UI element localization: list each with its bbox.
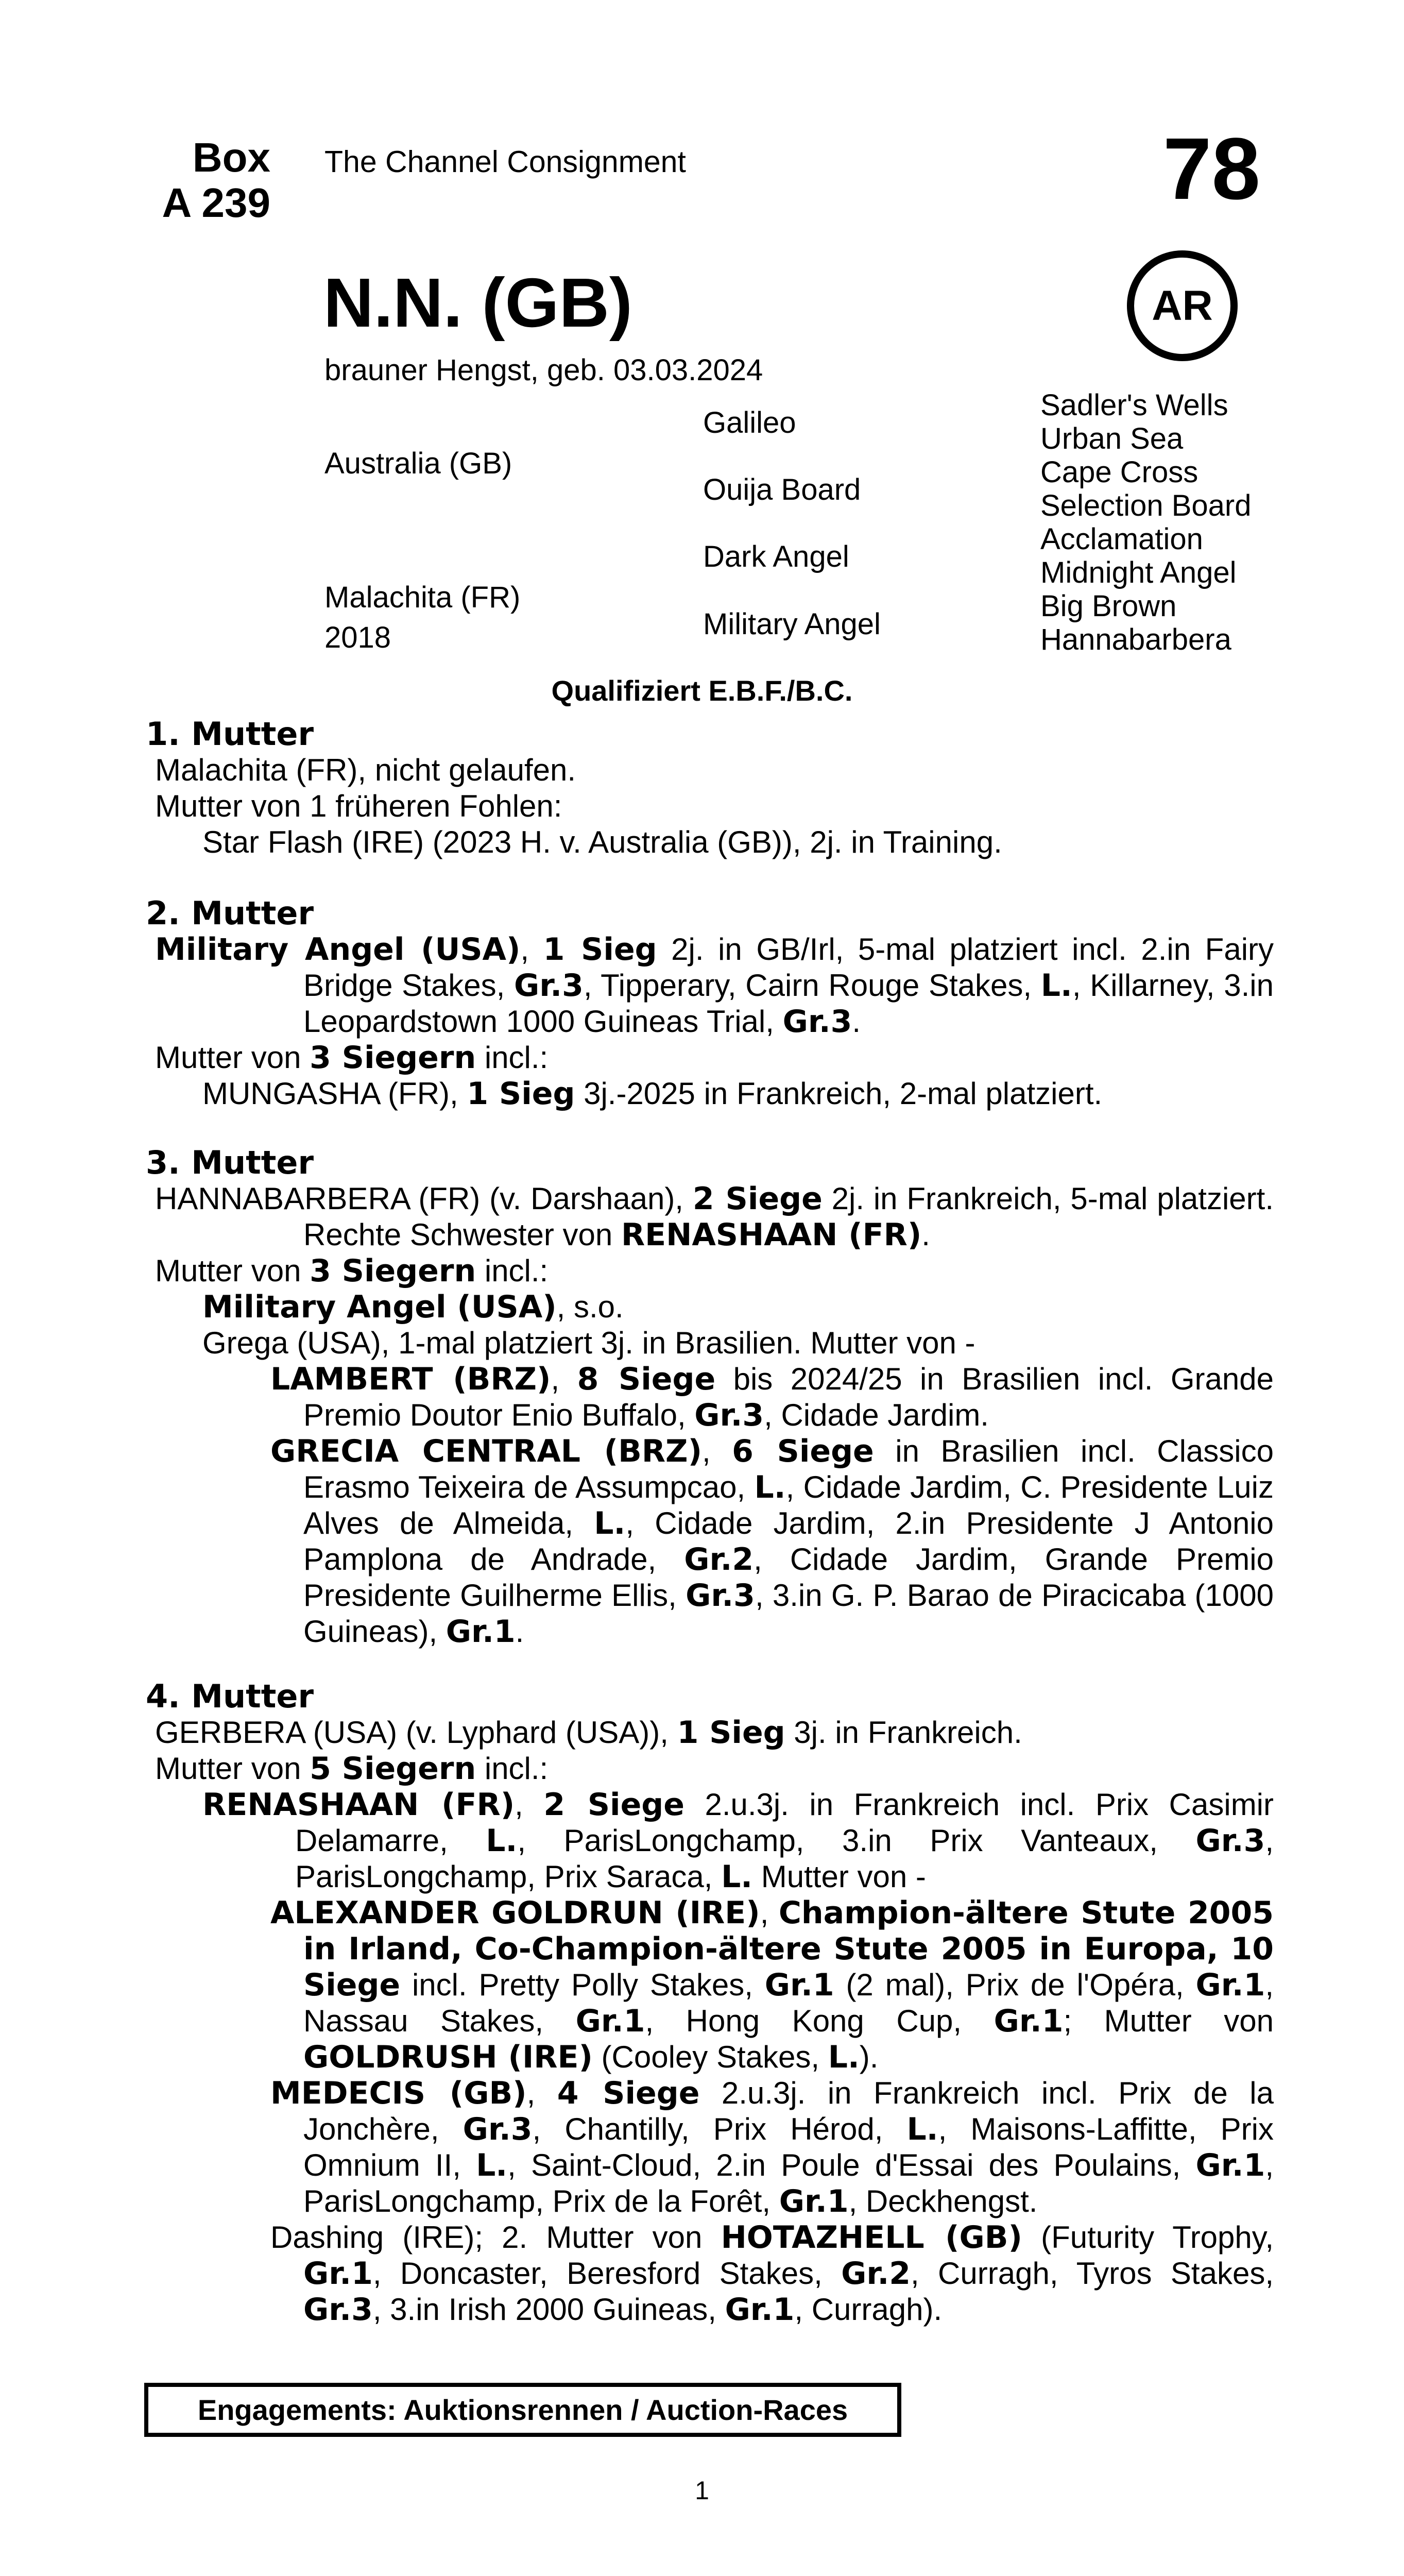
bold-text: LAMBERT (BRZ): [270, 1361, 551, 1397]
great-grandparent: Sadler's Wells: [1040, 388, 1228, 422]
box-label: Box: [192, 134, 270, 180]
bold-text: ALEXANDER GOLDRUN (IRE): [270, 1895, 760, 1931]
bold-text: Gr.3: [1195, 1823, 1265, 1859]
granddam-dam: Military Angel: [703, 607, 881, 641]
bold-text: L.: [476, 2147, 508, 2183]
dam-year: 2018: [324, 621, 391, 654]
bold-text: L.: [906, 2111, 938, 2147]
bold-text: Gr.3: [303, 2292, 373, 2328]
bold-text: L.: [594, 1505, 626, 1541]
grandsire-sire: Galileo: [703, 406, 796, 439]
great-grandparent: Cape Cross: [1040, 455, 1198, 489]
great-grandparent: Selection Board: [1040, 489, 1252, 522]
bold-text: 4 Siege: [557, 2075, 700, 2111]
entry-line: Dashing (IRE); 2. Mutter von HOTAZHELL (GB) (Futurity Trophy, Gr.1, Doncaster, Beresford Stakes, Gr.2, Curragh, Tyros Stakes, Gr.3, 3.in Irish 2000 Guineas, Gr.1, Curragh).: [270, 2219, 1274, 2328]
entry-line: Malachita (FR), nicht gelaufen.: [155, 753, 576, 787]
bold-text: 5 Siegern: [310, 1751, 476, 1787]
bold-text: L.: [754, 1469, 786, 1505]
lot-number: 78: [1163, 120, 1261, 218]
entry-line: Mutter von 1 früheren Fohlen:: [155, 789, 562, 823]
section-heading: 2. Mutter: [146, 894, 314, 932]
bold-text: L.: [1040, 968, 1072, 1004]
bold-text: Gr.3: [694, 1397, 764, 1433]
entry-line: Military Angel (USA), 1 Sieg 2j. in GB/Irl, 5-mal platziert incl. 2.in Fairy Bridge Stakes, Gr.3, Tipperary, Cairn Rouge Stakes, L., Killarney, 3.in Leopardstown 1000 Guineas Trial, Gr.3.: [155, 931, 1274, 1040]
grandsire-dam: Dark Angel: [703, 540, 849, 573]
bold-text: L.: [721, 1859, 753, 1895]
bold-text: Gr.2: [841, 2256, 911, 2292]
section-1-mutter: [146, 716, 1274, 860]
bold-text: Gr.1: [446, 1614, 516, 1650]
entry-line: Mutter von 3 Siegern incl.:: [155, 1040, 549, 1076]
bold-text: 6 Siege: [732, 1433, 874, 1469]
entry-line: MEDECIS (GB), 4 Siege 2.u.3j. in Frankreich incl. Prix de la Jonchère, Gr.3, Chantilly, Prix Hérod, L., Maisons-Laffitte, Prix Omnium II, L., Saint-Cloud, 2.in Poule d'Essai des Poulains, Gr.1, ParisLongchamp, Prix de la Forêt, Gr.1, Deckhengst.: [270, 2075, 1274, 2219]
entry-line: Grega (USA), 1-mal platziert 3j. in Brasilien. Mutter von -: [202, 1326, 975, 1360]
bold-text: MEDECIS (GB): [270, 2075, 527, 2111]
bold-text: Gr.1: [994, 2003, 1064, 2039]
bold-text: Gr.1: [725, 2292, 795, 2328]
great-grandparents: [1040, 388, 1251, 656]
great-grandparent: Urban Sea: [1040, 422, 1184, 455]
bold-text: GOLDRUSH (IRE): [303, 2039, 593, 2075]
bold-text: 2 Siege: [692, 1181, 823, 1217]
bold-text: 1 Sieg: [677, 1715, 785, 1751]
page-number: 1: [695, 2476, 709, 2505]
bold-text: L.: [828, 2039, 860, 2075]
bold-text: HOTAZHELL (GB): [721, 2219, 1022, 2256]
entry-line: Star Flash (IRE) (2023 H. v. Australia (GB)), 2j. in Training.: [202, 825, 1002, 859]
bold-text: Gr.1: [764, 1967, 834, 2003]
sire: Australia (GB): [324, 447, 512, 480]
entry-line: MUNGASHA (FR), 1 Sieg 3j.-2025 in Frankreich, 2-mal platziert.: [202, 1076, 1103, 1112]
bold-text: Gr.1: [779, 2183, 849, 2219]
entry-line: Military Angel (USA), s.o.: [202, 1289, 624, 1325]
box-number: A 239: [162, 180, 270, 226]
great-grandparent: Hannabarbera: [1040, 623, 1231, 656]
ar-badge: AR: [1127, 250, 1238, 361]
bold-text: 3 Siegern: [310, 1253, 476, 1289]
section-2-mutter: [146, 895, 1274, 1112]
section-3-mutter: [146, 1145, 1274, 1650]
bold-text: L.: [486, 1823, 518, 1859]
entry-line: RENASHAAN (FR), 2 Siege 2.u.3j. in Frankreich incl. Prix Casimir Delamarre, L., ParisLongchamp, 3.in Prix Vanteaux, Gr.3, ParisLongchamp, Prix Saraca, L. Mutter von -: [202, 1787, 1274, 1895]
dam: Malachita (FR): [324, 581, 521, 614]
section-heading: 3. Mutter: [146, 1144, 314, 1181]
entry-line: GERBERA (USA) (v. Lyphard (USA)), 1 Sieg 3j. in Frankreich.: [155, 1715, 1022, 1751]
granddam-sire: Ouija Board: [703, 473, 861, 506]
bold-text: Gr.3: [782, 1004, 852, 1040]
great-grandparent: Big Brown: [1040, 589, 1177, 623]
bold-text: Military Angel (USA): [155, 931, 521, 968]
consignor: The Channel Consignment: [324, 145, 686, 179]
section-4-mutter: [146, 1679, 1274, 2328]
entry-line: Mutter von 3 Siegern incl.:: [155, 1253, 549, 1289]
bold-text: Gr.1: [303, 2256, 373, 2292]
great-grandparent: Midnight Angel: [1040, 556, 1237, 589]
bold-text: Gr.1: [1195, 2147, 1265, 2183]
bold-text: 8 Siege: [577, 1361, 716, 1397]
section-heading: 1. Mutter: [146, 715, 314, 753]
bold-text: 3 Siegern: [310, 1040, 476, 1076]
bold-text: Gr.3: [463, 2111, 533, 2147]
great-grandparent: Acclamation: [1040, 522, 1203, 556]
bold-text: RENASHAAN (FR): [202, 1787, 515, 1823]
engagements-box: Engagements: Auktionsrennen / Auction-Races: [144, 2383, 901, 2437]
bold-text: Gr.2: [684, 1541, 754, 1578]
bold-text: Gr.1: [1195, 1967, 1265, 2003]
section-heading: 4. Mutter: [146, 1677, 314, 1715]
bold-text: GRECIA CENTRAL (BRZ): [270, 1433, 702, 1469]
entry-line: LAMBERT (BRZ), 8 Siege bis 2024/25 in Brasilien incl. Grande Premio Doutor Enio Buffalo, Gr.3, Cidade Jardim.: [270, 1361, 1274, 1433]
qualification: Qualifiziert E.B.F./B.C.: [551, 674, 853, 707]
bold-text: 2 Siege: [543, 1787, 684, 1823]
bold-text: Gr.1: [575, 2003, 645, 2039]
horse-description: brauner Hengst, geb. 03.03.2024: [324, 353, 763, 387]
entry-line: ALEXANDER GOLDRUN (IRE), Champion-ältere Stute 2005 in Irland, Co-Champion-ältere Stute 2005 in Europa, 10 Siege incl. Pretty Polly Stakes, Gr.1 (2 mal), Prix de l'Opéra, Gr.1, Nassau Stakes, Gr.1, Hong Kong Cup, Gr.1; Mutter von GOLDRUSH (IRE) (Cooley Stakes, L.).: [270, 1895, 1274, 2075]
entry-line: GRECIA CENTRAL (BRZ), 6 Siege in Brasilien incl. Classico Erasmo Teixeira de Assumpcao, L., Cidade Jardim, C. Presidente Luiz Alves de Almeida, L., Cidade Jardim, 2.in Presidente J Antonio Pamplona de Andrade, Gr.2, Cidade Jardim, Grande Premio Presidente Guilherme Ellis, Gr.3, 3.in G. P. Barao de Piracicaba (1000 Guineas), Gr.1.: [270, 1433, 1274, 1650]
bold-text: Gr.3: [686, 1578, 755, 1614]
bold-text: Military Angel (USA): [202, 1289, 557, 1325]
horse-name: N.N. (GB): [323, 264, 632, 342]
entry-line: HANNABARBERA (FR) (v. Darshaan), 2 Siege 2j. in Frankreich, 5-mal platziert. Rechte Schwester von RENASHAAN (FR).: [155, 1181, 1274, 1253]
bold-text: Champion-ältere Stute 2005 in Irland, Co-Champion-ältere Stute 2005 in Europa, 10 Siege: [303, 1895, 1274, 2003]
bold-text: 1 Sieg: [467, 1076, 575, 1112]
bold-text: Gr.3: [514, 968, 584, 1004]
box-info: [139, 135, 270, 226]
bold-text: RENASHAAN (FR): [621, 1217, 922, 1253]
entry-line: Mutter von 5 Siegern incl.:: [155, 1751, 549, 1787]
bold-text: 1 Sieg: [543, 931, 657, 968]
